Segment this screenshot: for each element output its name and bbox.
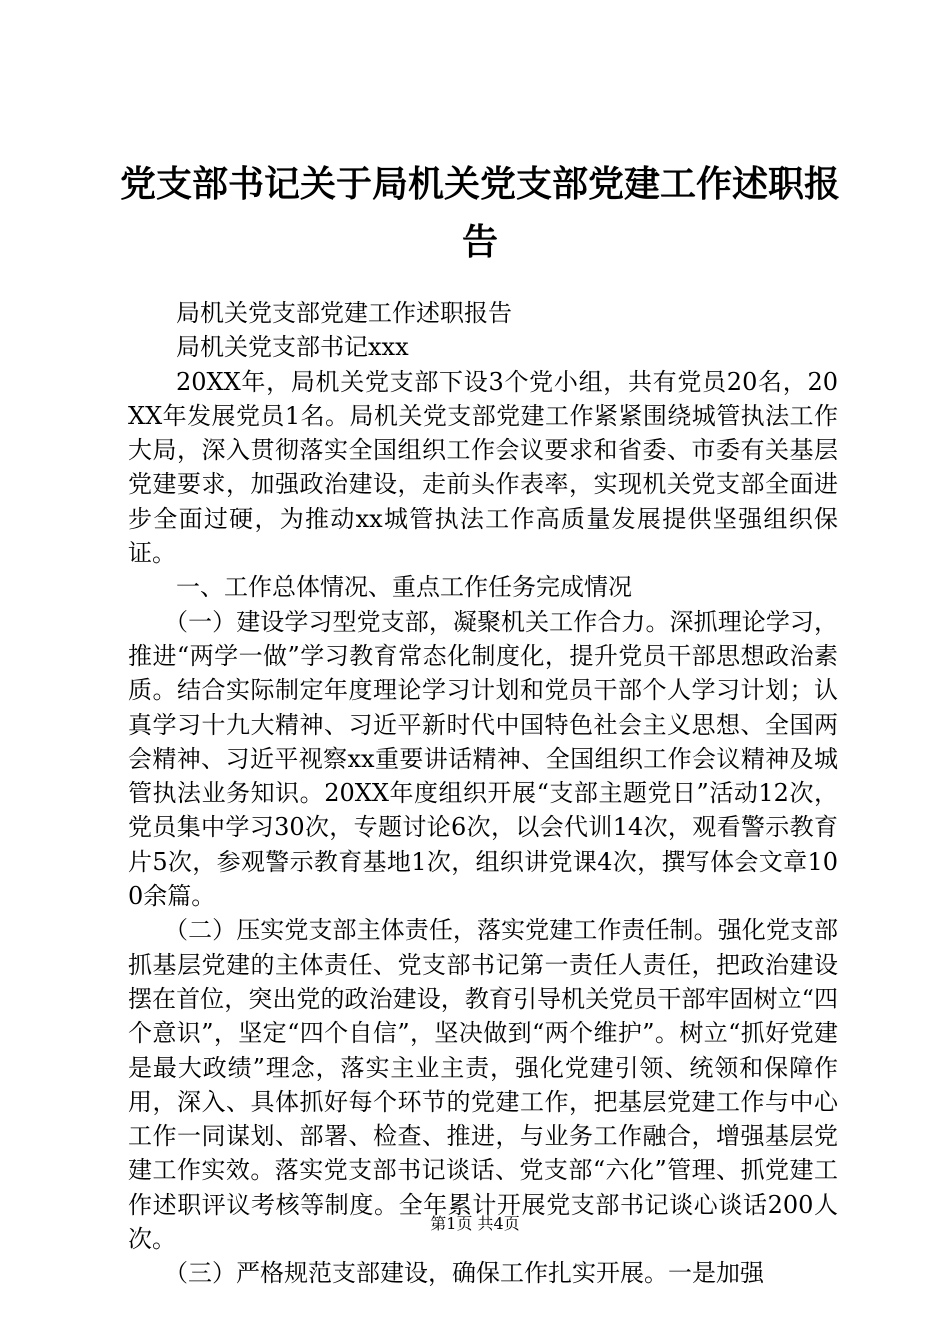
report-author: 局机关党支部书记xxx: [176, 333, 409, 362]
section-1-paragraph: （一）建设学习型党支部，凝聚机关工作合力。深抓理论学习，推进“两学一做”学习教育常态化制度化，提升党员干部思想政治素质。结合实际制定年度理论学习计划和党员干部个人学习计划；认真学习十九大精神、习近平新时代中国特色社会主义思想、全国两会精神、习近平视察xx重要讲话精神、全国组织工作会议精神及城管执法业务知识。20XX年度组织开展“支部主题党日”活动12次，党员集中学习30次，专题讨论6次，以会代训14次，观看警示教育片5次，参观警示教育基地1次，组织讲党课4次，撰写体会文章100余篇。: [128, 607, 838, 911]
section-heading: 一、工作总体情况、重点工作任务完成情况: [176, 573, 632, 602]
section-2-paragraph: （二）压实党支部主体责任，落实党建工作责任制。强化党支部抓基层党建的主体责任、党支部书记第一责任人责任，把政治建设摆在首位，突出党的政治建设，教育引导机关党员干部牢固树立“四个意识”，坚定“四个自信”，坚决做到“两个维护”。树立“抓好党建是最大政绩”理念，落实主业主责，强化党建引领、统领和保障作用，深入、具体抓好每个环节的党建工作，把基层党建工作与中心工作一同谋划、部署、检查、推进，与业务工作融合，增强基层党建工作实效。落实党支部书记谈话、党支部“六化”管理、抓党建工作述职评议考核等制度。全年累计开展党支部书记谈心谈话200人次。: [128, 916, 838, 1254]
document-body: [128, 296, 838, 1291]
report-subtitle: 局机关党支部党建工作述职报告: [176, 299, 512, 327]
page-footer: 第1页 共4页: [430, 1214, 520, 1233]
section-3-paragraph: （三）严格规范支部建设，确保工作扎实开展。一是加强: [164, 1259, 764, 1288]
intro-paragraph: 20XX年，局机关党支部下设3个党小组，共有党员20名，20XX年发展党员1名。局机关党支部党建工作紧紧围绕城管执法工作大局，深入贯彻落实全国组织工作会议要求和省委、市委有关基层党建要求，加强政治建设，走前头作表率，实现机关党支部全面进步全面过硬，为推动xx城管执法工作高质量发展提供坚强组织保证。: [128, 367, 838, 568]
document-title: 党支部书记关于局机关党支部党建工作述职报告: [120, 164, 841, 263]
